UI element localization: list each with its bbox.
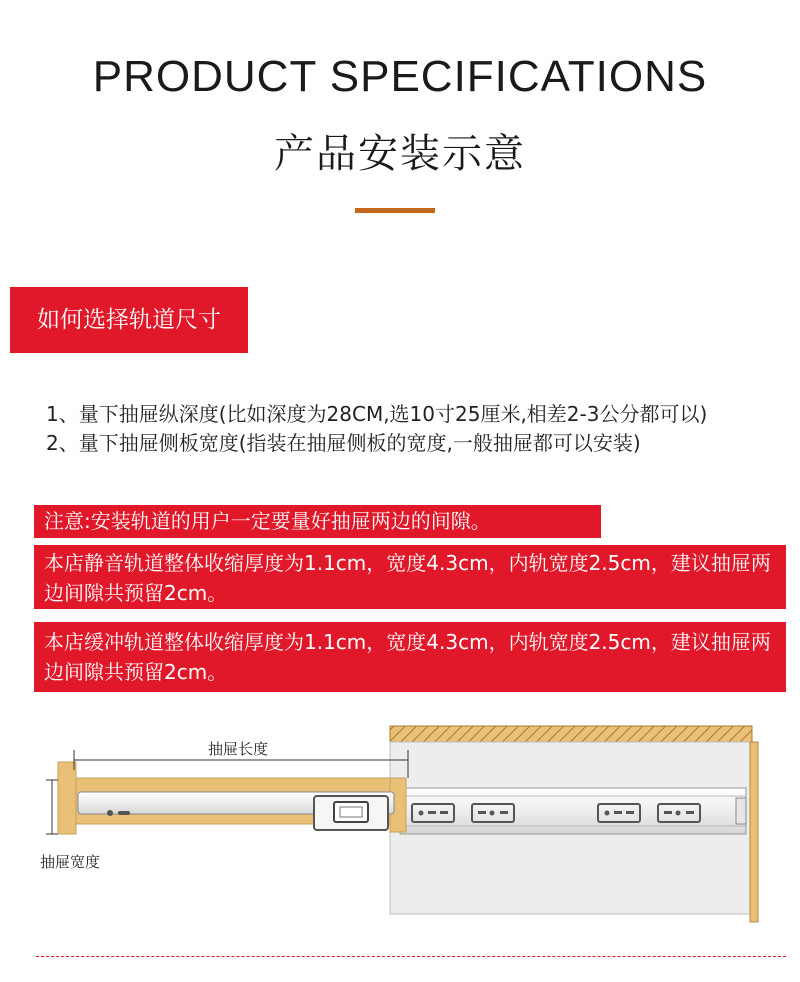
instruction-step-1: 1、量下抽屉纵深度(比如深度为28CM,选10寸25厘米,相差2-3公分都可以) bbox=[46, 402, 708, 426]
cabinet-side-panel bbox=[750, 742, 758, 922]
notice-banner-gap bbox=[34, 505, 601, 538]
drawer-width-label: 抽屉宽度 bbox=[39, 853, 101, 871]
notice-banner-silent-rail bbox=[34, 545, 786, 609]
bottom-dashed-divider bbox=[36, 956, 786, 957]
notice-text-gap: 注意:安装轨道的用户一定要量好抽屉两边的间隙。 bbox=[44, 509, 491, 533]
instruction-step-2: 2、量下抽屉侧板宽度(指装在抽屉侧板的宽度,一般抽屉都可以安装) bbox=[46, 431, 641, 455]
page-title-chinese: 产品安装示意 bbox=[274, 131, 526, 177]
page-title-english: PRODUCT SPECIFICATIONS bbox=[92, 52, 708, 101]
instruction-list bbox=[46, 400, 786, 458]
cabinet-top-panel bbox=[390, 726, 752, 742]
notice-text-silent-rail: 本店静音轨道整体收缩厚度为1.1cm，宽度4.3cm，内轨宽度2.5cm，建议抽屉两边间隙共预留2cm。 bbox=[44, 551, 771, 605]
title-divider bbox=[355, 208, 435, 213]
installation-diagram bbox=[0, 712, 800, 932]
drawer-length-label: 抽屉长度 bbox=[207, 740, 269, 758]
dimension-drawer-length bbox=[74, 740, 408, 778]
section-heading-badge: 如何选择轨道尺寸 bbox=[10, 287, 248, 353]
outer-rail bbox=[400, 788, 746, 834]
notice-banner-buffer-rail bbox=[34, 622, 786, 692]
notice-text-buffer-rail: 本店缓冲轨道整体收缩厚度为1.1cm，宽度4.3cm，内轨宽度2.5cm，建议抽屉两边间隙共预留2cm。 bbox=[44, 630, 771, 684]
